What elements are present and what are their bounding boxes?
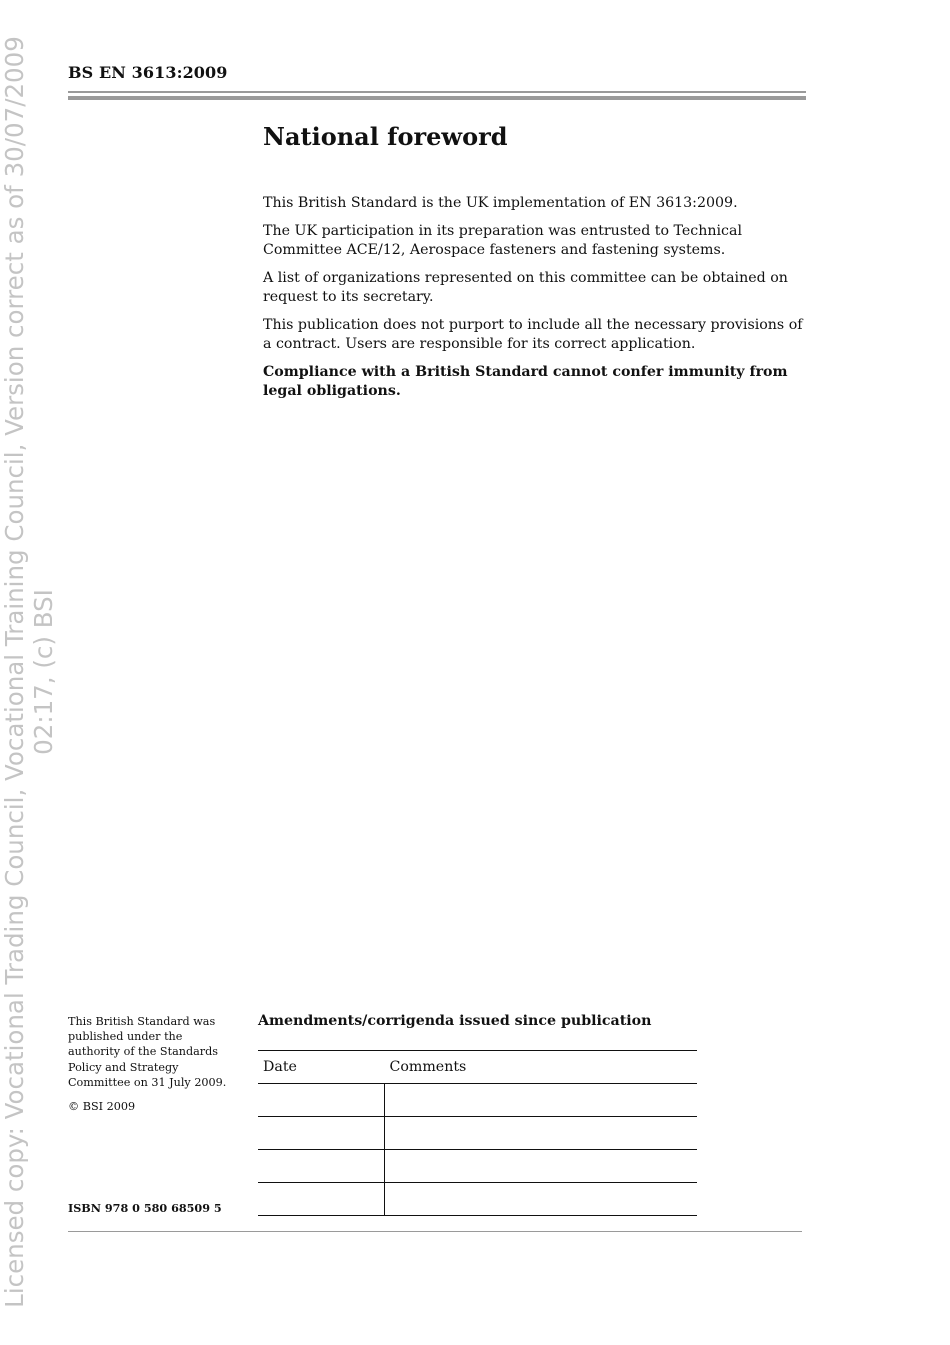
license-watermark [0,0,58,1345]
table-cell-date [258,1183,385,1216]
paragraph-implementation: This British Standard is the UK implementation of EN 3613:2009. [263,195,738,211]
footer-rule [68,1231,802,1232]
isbn: ISBN 978 0 580 68509 5 [68,1201,222,1215]
table-cell-date [258,1150,385,1183]
column-header-date: Date [258,1051,385,1084]
table-cell-comments [385,1150,698,1183]
table-row [258,1183,697,1216]
publication-authority: This British Standard was published under the authority of the Standards Policy and Strategy Committee on 31 July 2009. [68,1015,227,1089]
column-header-comments: Comments [385,1051,698,1084]
page-title: National foreword [263,122,508,151]
paragraph-organizations: A list of organizations represented on this committee can be obtained on request to its secretary. [263,269,788,305]
table-row [258,1084,697,1117]
foreword-section [263,120,803,410]
publication-note [68,1014,233,1123]
table-cell-date [258,1084,385,1117]
amendments-title: Amendments/corrigenda issued since publication [258,1013,652,1029]
watermark-text: Licensed copy: Vocational Trading Council, Vocational Training Council, Version correct as of 30/07/2009 02:17, (c) BSI [0,36,58,1308]
document-code: BS EN 3613:2009 [68,63,228,82]
amendments-table [258,1050,697,1216]
copyright-notice: © BSI 2009 [68,1100,136,1114]
table-cell-comments [385,1084,698,1117]
table-cell-comments [385,1183,698,1216]
header-rule-thin [68,91,806,93]
paragraph-participation: The UK participation in its preparation was entrusted to Technical Committee ACE/12, Aerospace fasteners and fastening systems. [263,222,742,258]
table-row [258,1117,697,1150]
table-cell-comments [385,1117,698,1150]
header-rule-thick [68,96,806,100]
paragraph-provisions: This publication does not purport to include all the necessary provisions of a contract. Users are responsible for its correct application. [263,316,803,352]
table-cell-date [258,1117,385,1150]
table-header-row [258,1051,697,1084]
compliance-statement: Compliance with a British Standard cannot confer immunity from legal obligations. [263,363,788,399]
table-row [258,1150,697,1183]
